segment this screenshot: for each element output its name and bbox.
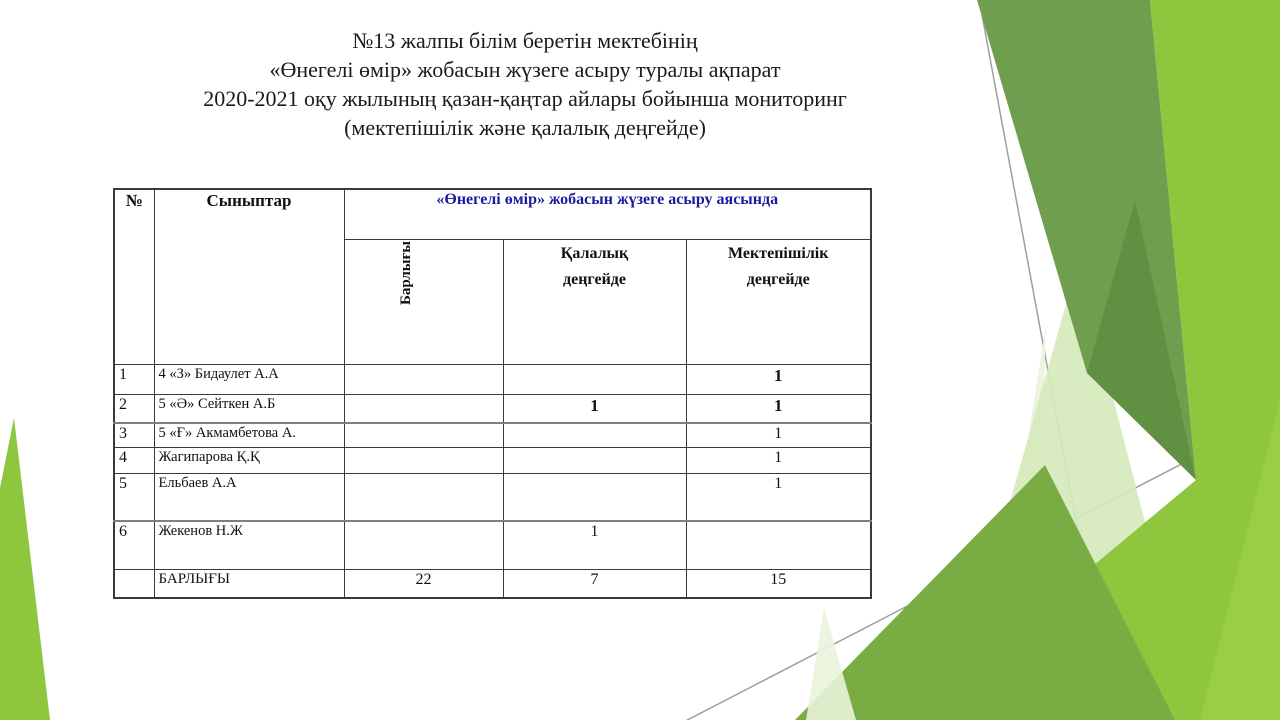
city-level-line1: Қалалық (560, 244, 629, 262)
school-level-line2: деңгейде (746, 270, 810, 288)
row-city-value (503, 447, 686, 473)
title-line-1: №13 жалпы білім беретін мектебінің (352, 28, 698, 53)
row-school-value (686, 521, 871, 569)
row-number: 4 (114, 447, 154, 473)
monitoring-table-container (113, 188, 872, 599)
row-number: 6 (114, 521, 154, 569)
row-name: Ельбаев А.А (154, 473, 344, 521)
row-number: 5 (114, 473, 154, 521)
row-number: 3 (114, 423, 154, 447)
header-cell-city-level (503, 239, 686, 364)
row-city-value: 1 (503, 521, 686, 569)
row-school-value: 1 (686, 447, 871, 473)
row-city-value: 1 (503, 394, 686, 423)
totals-label: БАРЛЫҒЫ (154, 569, 344, 598)
monitoring-table (113, 188, 872, 599)
header-cell-classes: Сыныптар (154, 189, 344, 364)
row-name: Жекенов Н.Ж (154, 521, 344, 569)
header-cell-project-scope: «Өнегелі өмір» жобасын жүзеге асыру аясында (344, 189, 871, 239)
school-level-line1: Мектепішілік (728, 244, 829, 262)
title-line-4: (мектепішілік және қалалық деңгейде) (344, 115, 706, 140)
slide-title (110, 26, 940, 142)
row-total-value (344, 423, 503, 447)
bottom-left-green-triangle (0, 418, 50, 720)
row-total-value (344, 364, 503, 394)
totals-school-value: 15 (686, 569, 871, 598)
totals-row (114, 569, 871, 598)
table-row (114, 394, 871, 423)
totals-row-number-cell (114, 569, 154, 598)
row-city-value (503, 473, 686, 521)
row-total-value (344, 447, 503, 473)
header-cell-school-level (686, 239, 871, 364)
header-cell-total (344, 239, 503, 364)
row-name: 5 «Ғ» Акмамбетова А. (154, 423, 344, 447)
table-row (114, 473, 871, 521)
row-number: 1 (114, 364, 154, 394)
row-total-value (344, 473, 503, 521)
table-row (114, 423, 871, 447)
totals-total-value: 22 (344, 569, 503, 598)
rotated-total-label: Барлығы (398, 240, 414, 305)
header-cell-number: № (114, 189, 154, 364)
table-row (114, 447, 871, 473)
row-school-value: 1 (686, 364, 871, 394)
pale-sliver-triangle (806, 608, 856, 720)
table-row (114, 521, 871, 569)
row-school-value: 1 (686, 394, 871, 423)
row-total-value (344, 521, 503, 569)
city-level-line2: деңгейде (563, 270, 626, 288)
row-city-value (503, 364, 686, 394)
row-total-value (344, 394, 503, 423)
merged-header-row (114, 189, 871, 239)
row-school-value: 1 (686, 473, 871, 521)
row-school-value: 1 (686, 423, 871, 447)
title-line-2: «Өнегелі өмір» жобасын жүзеге асыру туралы ақпарат (269, 57, 781, 82)
totals-city-value: 7 (503, 569, 686, 598)
row-name: 4 «З» Бидаулет А.А (154, 364, 344, 394)
row-number: 2 (114, 394, 154, 423)
row-name: Жагипарова Қ.Қ (154, 447, 344, 473)
row-city-value (503, 423, 686, 447)
title-line-3: 2020-2021 оқу жылының қазан-қаңтар айлары бойынша мониторинг (203, 86, 847, 111)
row-name: 5 «Ә» Сейткен А.Б (154, 394, 344, 423)
table-row (114, 364, 871, 394)
